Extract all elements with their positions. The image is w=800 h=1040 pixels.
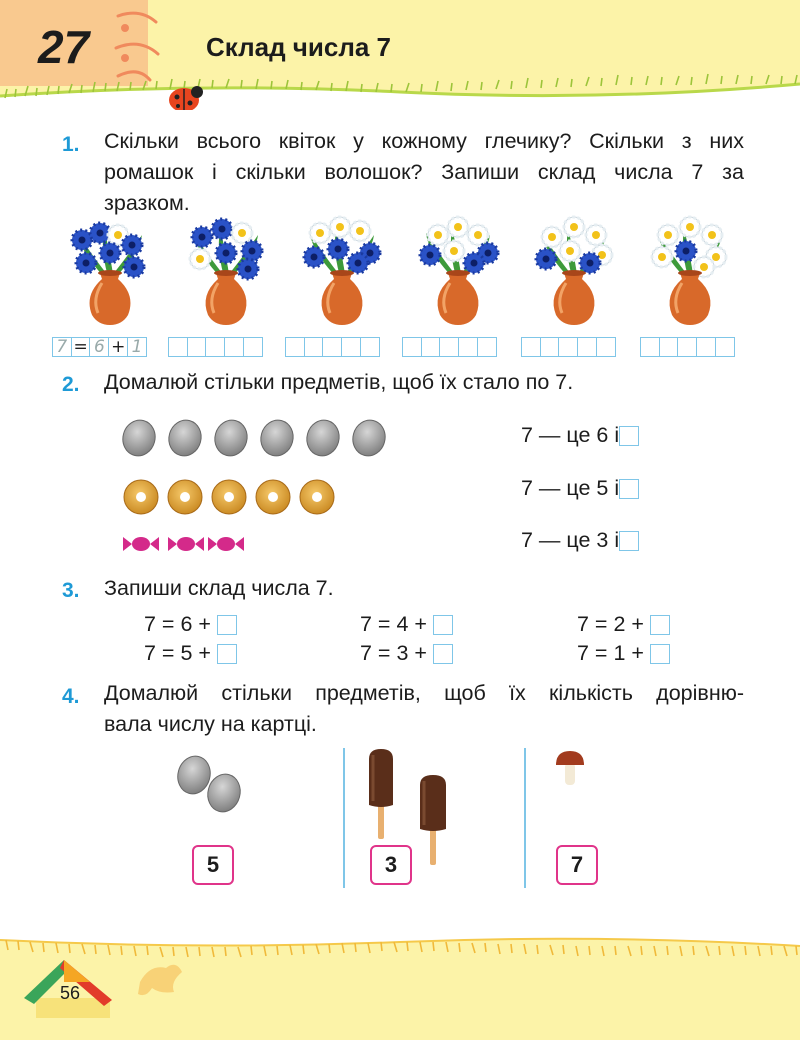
sample-answer-cells — [53, 337, 147, 357]
sample-cell: 7 — [52, 337, 72, 357]
equation-text: 7 = 2 + — [577, 612, 644, 636]
egg-icon — [174, 753, 245, 816]
answer-cells-5[interactable] — [522, 337, 616, 357]
lesson-title: Склад числа 7 — [206, 32, 392, 62]
leaf-icon — [138, 965, 182, 995]
page-number: 56 — [60, 983, 81, 1003]
statement-text: 7 — це 3 і — [521, 528, 620, 552]
egg-icon — [119, 416, 389, 459]
equation-text: 7 = 3 + — [360, 641, 427, 665]
task-4-text-line: Домалюй стільки предметів, щоб їх кількість дорівню- — [104, 681, 744, 705]
mushroom-icon — [556, 751, 584, 785]
lesson-number: 27 — [38, 21, 90, 73]
task-2-objects — [115, 415, 405, 560]
answer-cells-2[interactable] — [169, 337, 263, 357]
equation — [360, 641, 453, 666]
answer-box[interactable] — [433, 615, 453, 635]
answer-cells-6[interactable] — [641, 337, 735, 357]
equation-text: 7 = 6 + — [144, 612, 211, 636]
task-3-number: 3. — [62, 579, 80, 602]
statement-row — [521, 528, 639, 553]
flower-vases-illustration — [55, 215, 755, 330]
equation — [144, 612, 237, 637]
task-3-text: Запиши склад числа 7. — [104, 576, 334, 600]
number-card: 5 — [192, 845, 234, 885]
footer-decoration — [0, 920, 800, 1040]
candy-icon — [123, 537, 244, 551]
equation-text: 7 = 5 + — [144, 641, 211, 665]
sample-cell: = — [71, 337, 91, 357]
number-card: 3 — [370, 845, 412, 885]
task-2-number: 2. — [62, 373, 80, 396]
answer-box[interactable] — [619, 426, 639, 446]
sample-cell: 1 — [127, 337, 147, 357]
equation — [360, 612, 453, 637]
answer-cells-4[interactable] — [403, 337, 497, 357]
equation-text: 7 = 1 + — [577, 641, 644, 665]
task-1-text-line: Скільки всього квіток у кожному глечику? Скільки з них — [104, 129, 744, 153]
sample-cell: + — [108, 337, 128, 357]
statement-text: 7 — це 6 і — [521, 423, 620, 447]
equation — [577, 612, 670, 637]
task-4-text — [104, 678, 744, 740]
answer-box[interactable] — [619, 531, 639, 551]
answer-box[interactable] — [217, 644, 237, 664]
answer-box[interactable] — [217, 615, 237, 635]
header-grass-decoration — [0, 0, 800, 110]
equation — [577, 641, 670, 666]
task-1-text-line: ромашок і скільки волошок? Запиши склад числа 7 за — [104, 160, 744, 184]
number-card: 7 — [556, 845, 598, 885]
equation-text: 7 = 4 + — [360, 612, 427, 636]
task-1-number: 1. — [62, 133, 80, 156]
task-4-text-line: вала числу на картці. — [104, 712, 317, 736]
statement-row — [521, 423, 639, 448]
task-4-number: 4. — [62, 685, 80, 708]
task-1-text — [104, 126, 744, 219]
answer-box[interactable] — [619, 479, 639, 499]
task-1-text-line: зразком. — [104, 191, 190, 215]
answer-cells-3[interactable] — [286, 337, 380, 357]
statement-text: 7 — це 5 і — [521, 476, 620, 500]
equation — [144, 641, 237, 666]
sample-cell: 6 — [89, 337, 109, 357]
statement-row — [521, 476, 639, 501]
answer-box[interactable] — [650, 615, 670, 635]
answer-box[interactable] — [433, 644, 453, 664]
answer-box[interactable] — [650, 644, 670, 664]
task-2-text: Домалюй стільки предметів, щоб їх стало по 7. — [104, 370, 574, 394]
